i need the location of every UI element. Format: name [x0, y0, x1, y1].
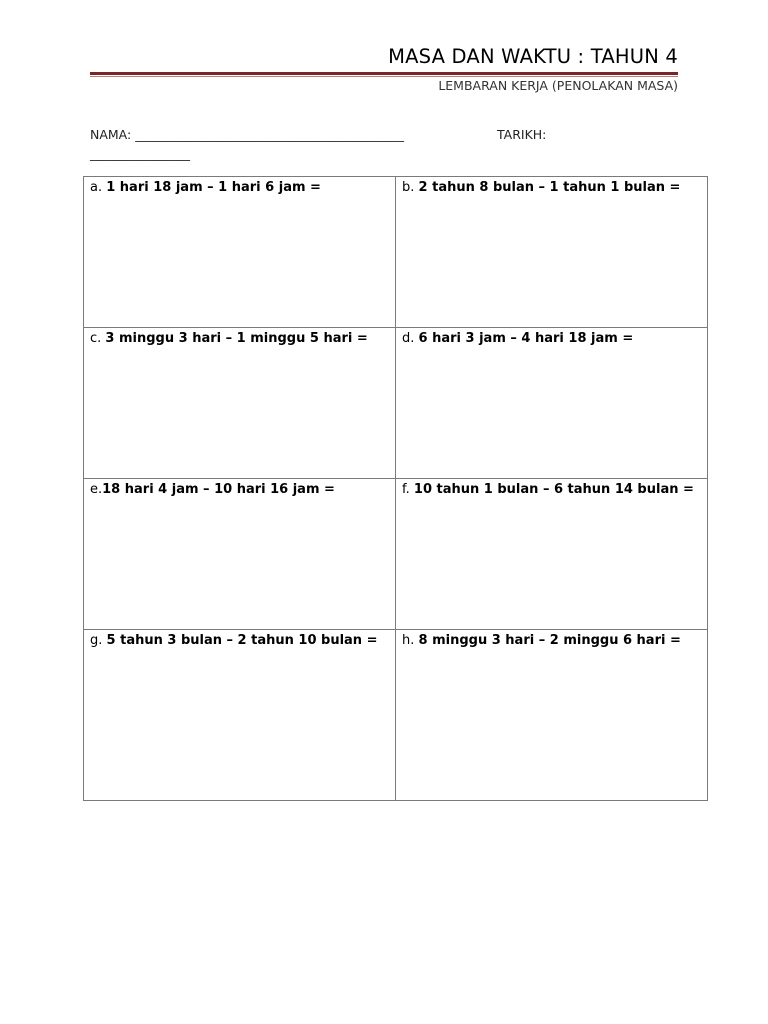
- question-letter: a.: [90, 180, 107, 195]
- question-letter: g.: [90, 633, 107, 648]
- question-letter: f.: [402, 482, 414, 497]
- question-cell-f: [396, 479, 708, 630]
- question-expression: 8 minggu 3 hari – 2 minggu 6 hari =: [418, 633, 681, 648]
- question-letter: c.: [90, 331, 106, 346]
- date-label: TARIKH:: [497, 127, 547, 142]
- table-row: [84, 630, 708, 801]
- question-expression: 3 minggu 3 hari – 1 minggu 5 hari =: [105, 331, 368, 346]
- question-cell-c: [84, 328, 396, 479]
- worksheet-subtitle: LEMBARAN KERJA (PENOLAKAN MASA): [438, 78, 678, 93]
- table-row: [84, 177, 708, 328]
- date-field: ________________: [90, 146, 190, 161]
- question-cell-b: [396, 177, 708, 328]
- question-letter: d.: [402, 331, 419, 346]
- question-expression: 1 hari 18 jam – 1 hari 6 jam =: [106, 180, 321, 195]
- question-cell-d: [396, 328, 708, 479]
- header-divider-thin: [90, 76, 678, 77]
- question-table: [83, 176, 708, 801]
- question-expression: 6 hari 3 jam – 4 hari 18 jam =: [418, 331, 634, 346]
- question-expression: 18 hari 4 jam – 10 hari 16 jam =: [102, 482, 335, 497]
- question-cell-g: [84, 630, 396, 801]
- header-divider: [90, 72, 678, 75]
- table-row: [84, 479, 708, 630]
- question-cell-e: [84, 479, 396, 630]
- question-cell-h: [396, 630, 708, 801]
- question-letter: e.: [90, 482, 103, 497]
- table-row: [84, 328, 708, 479]
- question-cell-a: [84, 177, 396, 328]
- worksheet-title: MASA DAN WAKTU : TAHUN 4: [388, 45, 678, 68]
- question-expression: 10 tahun 1 bulan – 6 tahun 14 bulan =: [413, 482, 694, 497]
- question-expression: 2 tahun 8 bulan – 1 tahun 1 bulan =: [418, 180, 681, 195]
- name-field: NAMA: ___________________________________________: [90, 127, 404, 142]
- question-expression: 5 tahun 3 bulan – 2 tahun 10 bulan =: [106, 633, 378, 648]
- question-letter: b.: [402, 180, 419, 195]
- question-letter: h.: [402, 633, 419, 648]
